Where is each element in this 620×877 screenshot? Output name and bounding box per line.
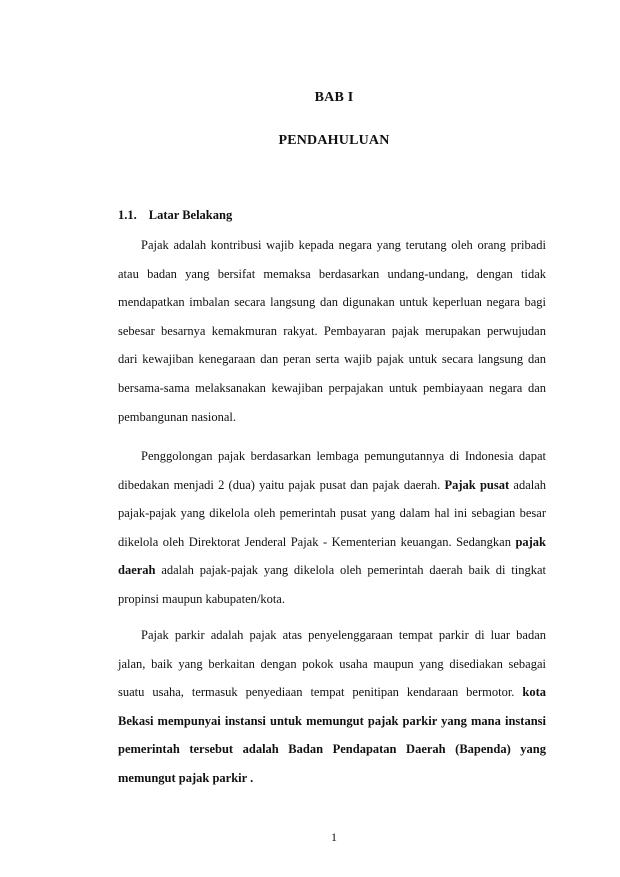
page-number: 1: [331, 830, 337, 844]
paragraph-2: [118, 442, 546, 614]
chapter-title: PENDAHULUAN: [278, 133, 390, 148]
term-pajak-pusat: Pajak pusat: [444, 477, 510, 492]
paragraph-3: [118, 621, 546, 793]
section-title: Latar Belakang: [148, 208, 233, 222]
paragraph-3-bold-text: kota Bekasi mempunyai instansi untuk memungut pajak parkir yang mana instansi pemerintah tersebut adalah Badan Pendapatan Daerah (Bapenda) yang memungut pajak parkir .: [118, 685, 546, 785]
paragraph-3-part-1: Pajak parkir adalah pajak atas penyelenggaraan tempat parkir di luar badan jalan, baik yang berkaitan dengan pokok usaha maupun yang disediakan sebagai suatu usaha, termasuk penyediaan tempat penitipan kendaraan bermotor.: [118, 628, 546, 700]
paragraph-1: Pajak adalah kontribusi wajib kepada negara yang terutang oleh orang pribadi atau badan yang bersifat memaksa berdasarkan undang-undang, dengan tidak mendapatkan imbalan secara langsung dan digunakan untuk keperluan negara bagi sebesar besarnya kemakmuran rakyat. Pembayaran pajak merupakan perwujudan dari kewajiban kenegaraan dan peran serta wajib pajak untuk secara langsung dan bersama-sama melaksanakan kewajiban perpajakan untuk pembiayaan negara dan pembangunan nasional.: [118, 238, 546, 424]
chapter-heading: BAB I: [314, 90, 354, 105]
term-pajak-daerah: pajak daerah: [118, 534, 547, 578]
section-number: 1.1.: [118, 208, 137, 222]
paragraph-2-part-2: adalah pajak-pajak yang dikelola oleh pemerintah pusat yang dalam hal ini sebagian besar dikelola oleh Direktorat Jenderal Pajak - Kementerian keuangan. Sedangkan: [118, 477, 547, 549]
paragraph-2-part-3: adalah pajak-pajak yang dikelola oleh pemerintah daerah baik di tingkat propinsi maupun kabupaten/kota.: [118, 563, 547, 606]
paragraph-2-part-1: Penggolongan pajak berdasarkan lembaga pemungutannya di Indonesia dapat dibedakan menjadi 2 (dua) yaitu pajak pusat dan pajak daerah.: [118, 449, 546, 492]
section-heading: [118, 208, 232, 223]
